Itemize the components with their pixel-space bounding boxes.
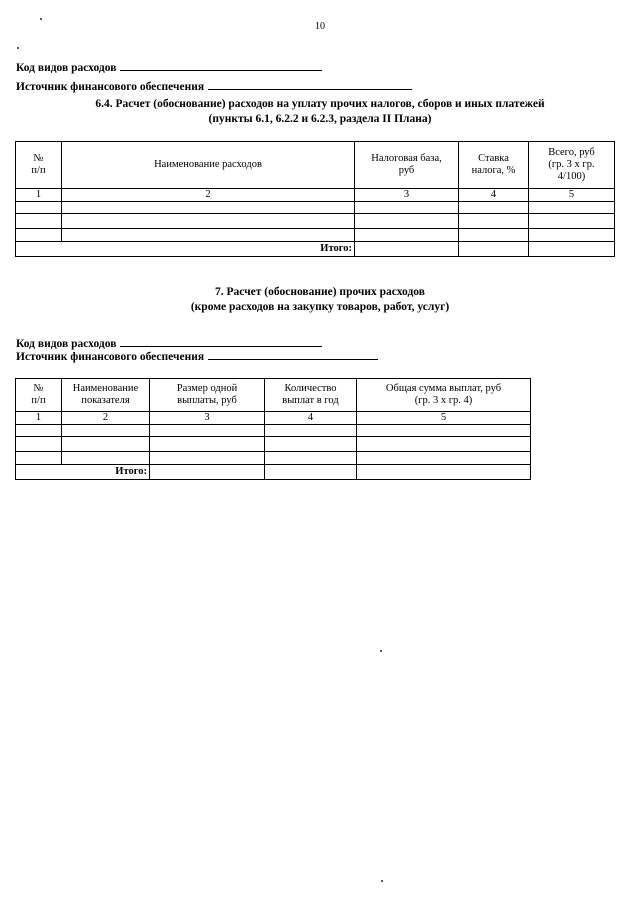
header-total-sum: Общая сумма выплат, руб (гр. 3 х гр. 4)	[357, 379, 531, 412]
header-expense-name: Наименование расходов	[62, 142, 355, 189]
other-total-row	[16, 465, 531, 480]
table-cell[interactable]	[62, 214, 355, 229]
table-cell[interactable]	[357, 437, 531, 452]
table-cell[interactable]	[355, 214, 459, 229]
table-cell[interactable]	[265, 452, 357, 465]
table-cell[interactable]	[16, 214, 62, 229]
header-total: Всего, руб (гр. 3 х гр. 4/100)	[529, 142, 615, 189]
section-7-title-line2: (кроме расходов на закупку товаров, работ, услуг)	[190, 301, 450, 313]
table-cell[interactable]	[265, 425, 357, 437]
taxes-table-header-row	[16, 142, 615, 189]
header-num: № п/п	[16, 142, 62, 189]
other-column-numbers-row	[16, 412, 531, 425]
page-number: 10	[315, 21, 325, 32]
header-tax-base: Налоговая база, руб	[355, 142, 459, 189]
table-cell[interactable]	[150, 425, 265, 437]
table-row	[16, 202, 615, 214]
col-number-4: 4	[265, 412, 357, 425]
scan-speck	[17, 47, 19, 49]
table-cell[interactable]	[16, 229, 62, 242]
other-expenses-header-row	[16, 379, 531, 412]
table-row	[16, 229, 615, 242]
table-cell[interactable]	[265, 437, 357, 452]
table-cell[interactable]	[16, 437, 62, 452]
funding-source-field-1	[16, 80, 412, 93]
table-cell[interactable]	[62, 425, 150, 437]
expense-code-blank-1[interactable]	[120, 61, 322, 71]
expense-code-field-2	[16, 337, 322, 350]
table-row	[16, 425, 531, 437]
table-cell[interactable]	[16, 425, 62, 437]
header-num: № п/п	[16, 379, 62, 412]
expense-code-label-1: Код видов расходов	[16, 62, 117, 74]
table-cell[interactable]	[459, 214, 529, 229]
other-total-label: Итого:	[16, 465, 150, 480]
table-cell[interactable]	[355, 242, 459, 257]
table-cell[interactable]	[16, 202, 62, 214]
taxes-total-label: Итого:	[16, 242, 355, 257]
table-cell[interactable]	[150, 465, 265, 480]
scan-speck	[40, 18, 42, 20]
table-row	[16, 452, 531, 465]
other-expenses-table	[15, 378, 531, 480]
scan-speck	[381, 880, 383, 882]
table-row	[16, 214, 615, 229]
table-cell[interactable]	[62, 229, 355, 242]
taxes-total-row	[16, 242, 615, 257]
section-7-title	[0, 285, 640, 315]
table-cell[interactable]	[357, 465, 531, 480]
table-cell[interactable]	[459, 202, 529, 214]
header-indicator-name: Наименование показателя	[62, 379, 150, 412]
funding-source-field-2	[16, 350, 378, 363]
table-cell[interactable]	[62, 437, 150, 452]
expense-code-label-2: Код видов расходов	[16, 338, 117, 350]
section-6-4-title-line1: 6.4. Расчет (обоснование) расходов на уплату прочих налогов, сборов и иных платежей	[95, 98, 545, 110]
col-number-3: 3	[150, 412, 265, 425]
col-number-5: 5	[357, 412, 531, 425]
table-row	[16, 437, 531, 452]
scan-speck	[380, 650, 382, 652]
header-payment-size: Размер одной выплаты, руб	[150, 379, 265, 412]
table-cell[interactable]	[529, 229, 615, 242]
table-cell[interactable]	[265, 465, 357, 480]
col-number-3: 3	[355, 189, 459, 202]
table-cell[interactable]	[529, 214, 615, 229]
section-6-4-title-line2: (пункты 6.1, 6.2.2 и 6.2.3, раздела II Плана)	[208, 113, 432, 125]
table-cell[interactable]	[62, 452, 150, 465]
taxes-table	[15, 141, 615, 257]
funding-source-blank-1[interactable]	[208, 80, 412, 90]
funding-source-label-2: Источник финансового обеспечения	[16, 351, 205, 363]
col-number-1: 1	[16, 412, 62, 425]
table-cell[interactable]	[529, 202, 615, 214]
funding-source-label-1: Источник финансового обеспечения	[16, 81, 205, 93]
table-cell[interactable]	[357, 425, 531, 437]
col-number-5: 5	[529, 189, 615, 202]
table-cell[interactable]	[355, 202, 459, 214]
header-tax-rate: Ставка налога, %	[459, 142, 529, 189]
taxes-column-numbers-row	[16, 189, 615, 202]
table-cell[interactable]	[459, 242, 529, 257]
table-cell[interactable]	[529, 242, 615, 257]
table-cell[interactable]	[150, 452, 265, 465]
table-cell[interactable]	[16, 452, 62, 465]
section-6-4-title	[0, 97, 640, 127]
col-number-4: 4	[459, 189, 529, 202]
expense-code-field-1	[16, 61, 322, 74]
col-number-2: 2	[62, 412, 150, 425]
col-number-2: 2	[62, 189, 355, 202]
funding-source-blank-2[interactable]	[208, 350, 378, 360]
table-cell[interactable]	[355, 229, 459, 242]
table-cell[interactable]	[150, 437, 265, 452]
expense-code-blank-2[interactable]	[120, 337, 322, 347]
col-number-1: 1	[16, 189, 62, 202]
section-7-title-line1: 7. Расчет (обоснование) прочих расходов	[215, 286, 425, 298]
table-cell[interactable]	[62, 202, 355, 214]
table-cell[interactable]	[459, 229, 529, 242]
header-payments-per-year: Количество выплат в год	[265, 379, 357, 412]
table-cell[interactable]	[357, 452, 531, 465]
